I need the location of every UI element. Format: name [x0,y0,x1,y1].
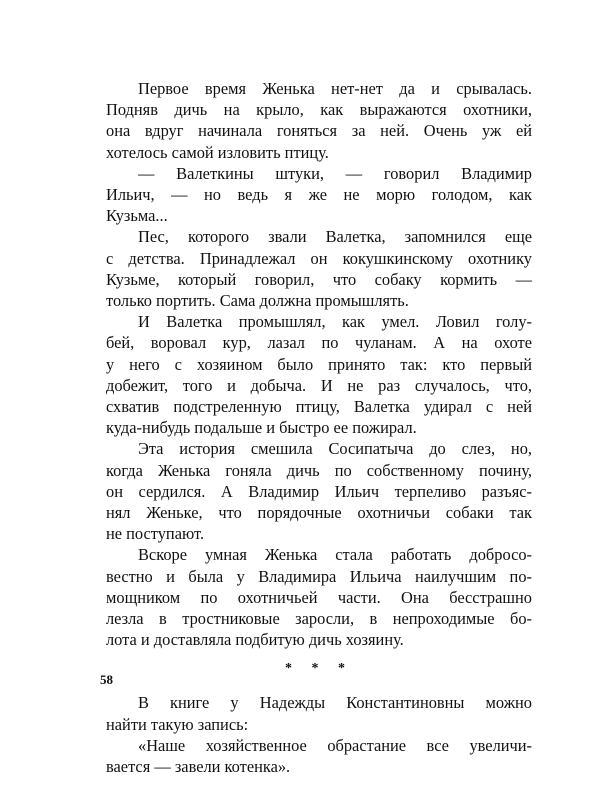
text-line: куда-нибудь подальше и быстро ее пожирал. [106,418,417,438]
paragraph [106,226,532,311]
text-line: добежит, того и добыча. И не раз случалось, что, [106,375,532,395]
paragraph [106,692,532,734]
paragraphs-after-separator [106,692,532,777]
text-line: схватив подстреленную птицу, Валетка удирал с ней [106,397,532,417]
text-line: И Валетка промышлял, как умел. Ловил голу- [138,312,532,332]
text-line: Кузьма... [106,206,168,226]
paragraph [106,78,532,163]
text-line: Вскоре умная Женька стала работать добросо- [138,545,532,565]
text-line: вается — завели котенка». [106,757,291,777]
paragraph [106,163,532,227]
text-line: В книге у Надежды Константиновны можно [138,693,532,713]
paragraph [106,438,532,544]
paragraph [106,311,532,438]
text-line: Подняв дичь на крыло, как выражаются охотники, [106,100,532,120]
text-line: — Валеткины штуки, — говорил Владимир [138,163,532,183]
page-number: 58 [100,672,113,687]
text-line: она вдруг начинала гоняться за ней. Очень уж ей [106,121,532,141]
text-line: бей, воровал кур, лазал по чуланам. А на охоте [106,333,532,353]
text-line: с детства. Принадлежал он кокушкинскому охотнику [106,248,532,268]
text-line: нял Женьке, что порядочные охотничьи собаки так [106,503,532,523]
text-line: только портить. Сама должна промышлять. [106,291,409,311]
paragraphs-before-separator [106,78,532,650]
text-line: Ильич, — но ведь я же не морю голодом, как [106,185,532,205]
text-line: Первое время Женька нет-нет да и срывалась. [138,79,532,98]
text-line: он сердился. А Владимир Ильич терпеливо разъяс- [106,481,532,501]
text-line: Кузьме, который говорил, что собаку кормить — [106,269,532,289]
paragraph [106,735,532,777]
text-line: когда Женька гоняла дичь по собственному почину, [106,460,532,480]
section-separator: * * * [285,661,353,677]
text-line: лезла в тростниковые заросли, в непроходимые бо- [106,609,532,629]
text-line: у него с хозяином было принято так: кто первый [106,354,532,374]
text-line: лота и доставляла подбитую дичь хозяину. [106,630,404,650]
text-line: Пес, которого звали Валетка, запомнился еще [138,227,532,247]
text-line: найти такую запись: [106,714,249,734]
text-line: Эта история смешила Сосипатыча до слез, но, [138,439,532,459]
main-text [106,78,532,777]
text-line: не поступают. [106,524,205,544]
paragraph [106,544,532,650]
text-line: вестно и была у Владимира Ильича наилучшим по- [106,566,532,586]
text-line: хотелось самой изловить птицу. [106,142,329,162]
text-line: «Наше хозяйственное обрастание все увеличи- [138,735,532,755]
text-line: мощником по охотничьей части. Она бесстрашно [106,587,532,607]
